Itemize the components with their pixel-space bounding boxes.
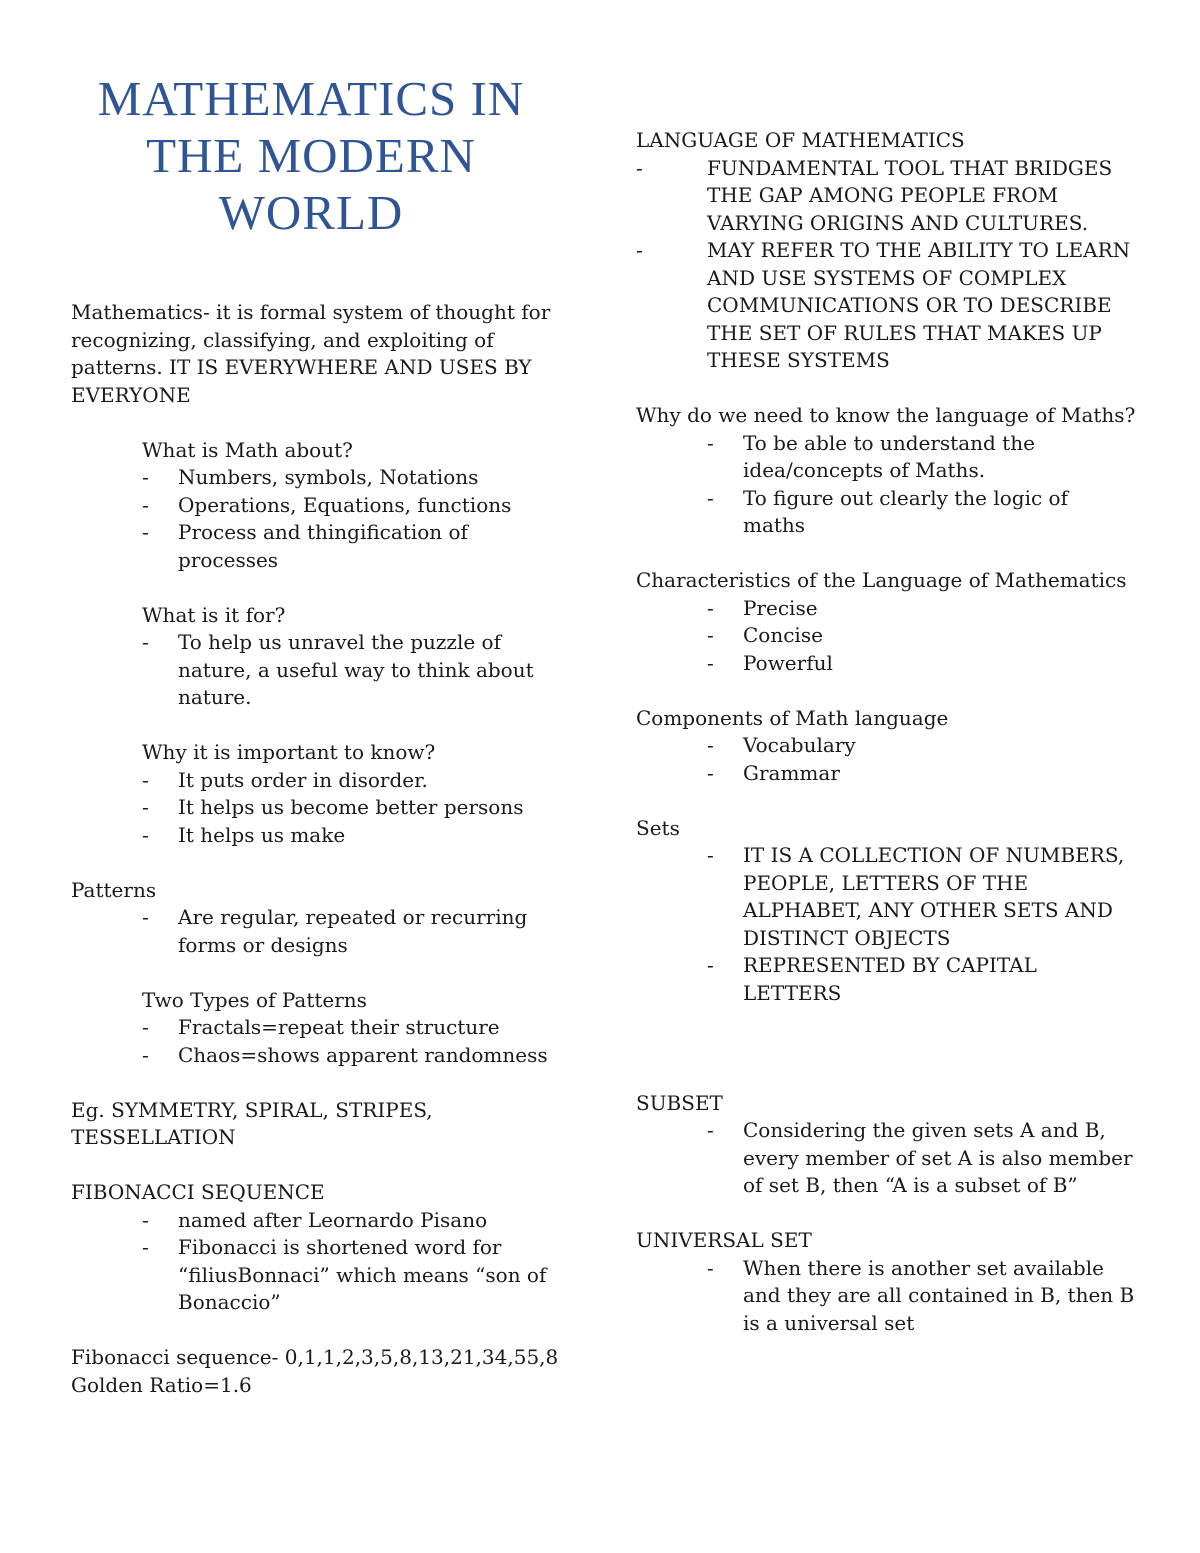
page-title: MATHEMATICS IN THE MODERN WORLD (97, 71, 525, 240)
characteristics-heading: Characteristics of the Language of Mathematics (636, 568, 1127, 592)
types-heading: Two Types of Patterns (142, 987, 367, 1012)
universal-set-heading: UNIVERSAL SET (636, 1228, 812, 1252)
list-item: - Grammar (707, 760, 1136, 788)
list-item: - Precise (707, 595, 1136, 623)
why-heading: Why do we need to know the language of Maths? (636, 403, 1136, 427)
list-item: - To figure out clearly the logic of maths (707, 485, 1136, 540)
list-item: - To be able to understand the idea/concepts of Maths. (707, 430, 1136, 485)
left-column (71, 70, 571, 1399)
characteristics-list (636, 595, 1136, 678)
subset-heading: SUBSET (636, 1090, 723, 1115)
components-heading: Components of Math language (636, 705, 949, 730)
intro-paragraph: Mathematics- it is formal system of thought for recognizing, classifying, and exploiting of patterns. IT IS EVERYWHERE AND USES BY EVERYONE (71, 300, 551, 407)
list-item: - Fractals=repeat their structure (142, 1014, 571, 1042)
list-item: - To help us unravel the puzzle of nature, a useful way to think about nature. (142, 629, 571, 712)
components-list (636, 732, 1136, 787)
language-item: - MAY REFER TO THE ABILITY TO LEARN AND USE SYSTEMS OF COMPLEX COMMUNICATIONS OR TO DESCRIBE THE SET OF RULES THAT MAKES UP THESE SYSTEMS (636, 237, 1136, 375)
subset-list (636, 1117, 1136, 1200)
for-heading: What is it for? (142, 602, 286, 627)
list-item: - named after Leornardo Pisano (142, 1207, 571, 1235)
list-item: - Numbers, symbols, Notations (142, 464, 571, 492)
examples-text: Eg. SYMMETRY, SPIRAL, STRIPES, TESSELLATION (71, 1097, 433, 1149)
list-item: - It helps us make (142, 822, 571, 850)
patterns-list (71, 904, 571, 959)
patterns-heading: Patterns (71, 877, 157, 902)
list-item: - Concise (707, 622, 1136, 650)
why-list (636, 430, 1136, 540)
list-item: - REPRESENTED BY CAPITAL LETTERS (707, 952, 1136, 1007)
list-item: - Process and thingification of processes (142, 519, 571, 574)
list-item: - Are regular, repeated or recurring forms or designs (142, 904, 571, 959)
right-column (636, 127, 1136, 1337)
list-item: - Operations, Equations, functions (142, 492, 571, 520)
fibonacci-sequence-text: Fibonacci sequence- 0,1,1,2,3,5,8,13,21,34,55,8 (71, 1345, 559, 1369)
about-heading: What is Math about? (142, 437, 353, 462)
universal-set-list (636, 1255, 1136, 1338)
list-item: - When there is another set available and they are all contained in B, then B is a universal set (707, 1255, 1136, 1338)
language-heading: LANGUAGE OF MATHEMATICS (636, 128, 965, 152)
list-item: - Chaos=shows apparent randomness (142, 1042, 571, 1070)
list-item: - Powerful (707, 650, 1136, 678)
fibonacci-heading: FIBONACCI SEQUENCE (71, 1180, 325, 1204)
golden-ratio-text: Golden Ratio=1.6 (71, 1372, 252, 1397)
about-list (71, 464, 571, 574)
list-item: - Vocabulary (707, 732, 1136, 760)
for-list (71, 629, 571, 712)
fibonacci-list (71, 1207, 571, 1317)
list-item: - It puts order in disorder. (142, 767, 571, 795)
list-item: - It helps us become better persons (142, 794, 571, 822)
list-item: - Considering the given sets A and B, every member of set A is also member of set B, then “A is a subset of B” (707, 1117, 1136, 1200)
important-list (71, 767, 571, 850)
types-list (71, 1014, 571, 1069)
important-heading: Why it is important to know? (142, 740, 436, 764)
list-item: - IT IS A COLLECTION OF NUMBERS, PEOPLE, LETTERS OF THE ALPHABET, ANY OTHER SETS AND DISTINCT OBJECTS (707, 842, 1136, 952)
list-item: - Fibonacci is shortened word for “filiusBonnaci” which means “son of Bonaccio” (142, 1234, 571, 1317)
sets-heading: Sets (636, 815, 680, 840)
sets-list (636, 842, 1136, 1007)
language-item: - FUNDAMENTAL TOOL THAT BRIDGES THE GAP AMONG PEOPLE FROM VARYING ORIGINS AND CULTURES. (636, 155, 1136, 238)
